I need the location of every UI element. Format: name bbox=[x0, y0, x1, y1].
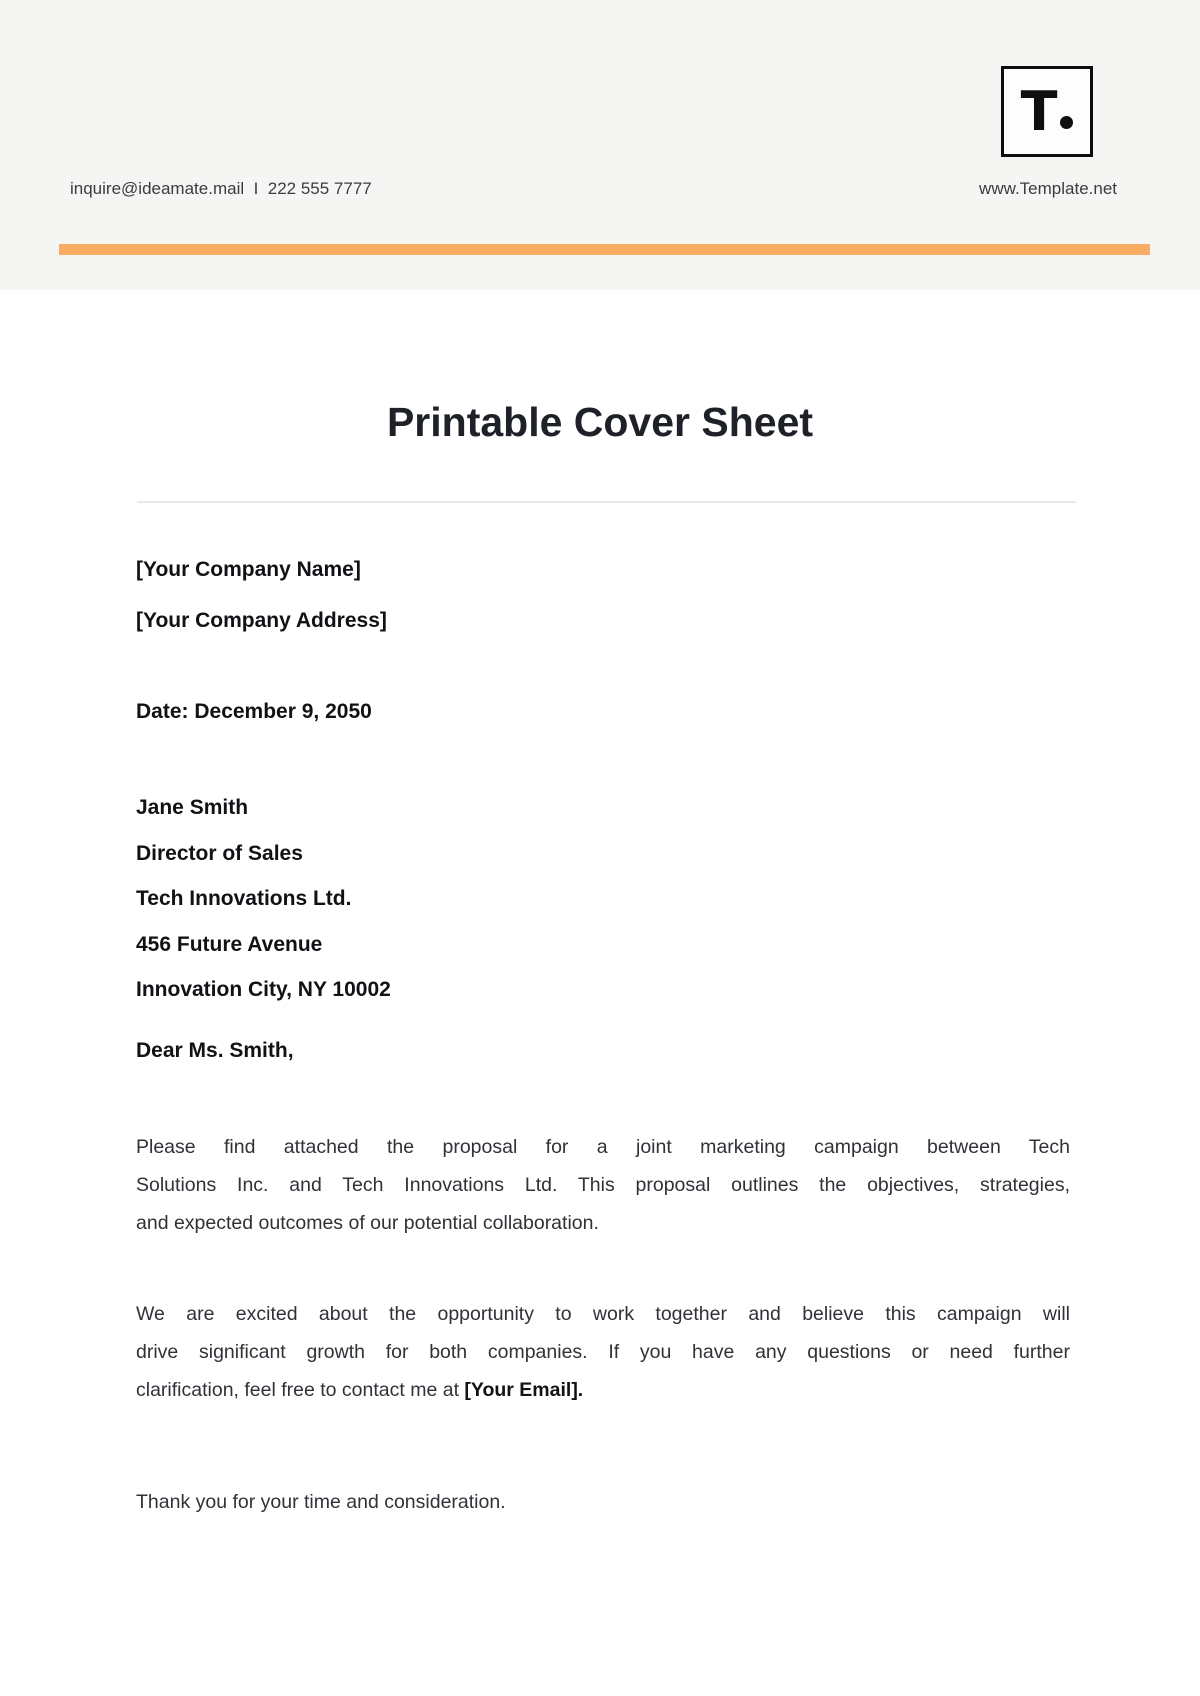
paragraph-2 bbox=[136, 1295, 1070, 1409]
paragraph-1-line: Solutions Inc. and Tech Innovations Ltd. This proposal outlines the objectives, strategies, bbox=[136, 1174, 1070, 1196]
paragraph-2-line: drive significant growth for both companies. If you have any questions or need further bbox=[136, 1341, 1070, 1363]
paragraph-1-line: and expected outcomes of our potential collaboration. bbox=[136, 1212, 599, 1234]
salutation: Dear Ms. Smith, bbox=[136, 1039, 294, 1062]
accent-bar bbox=[59, 244, 1150, 255]
document-title: Printable Cover Sheet bbox=[386, 399, 814, 445]
logo-dot-icon bbox=[1060, 116, 1073, 129]
date-line: Date: December 9, 2050 bbox=[136, 700, 372, 723]
title-divider bbox=[137, 501, 1076, 503]
letterhead bbox=[0, 0, 1200, 290]
website-text: www.Template.net bbox=[979, 179, 1117, 198]
company-logo bbox=[1001, 66, 1093, 157]
logo-mark bbox=[1020, 79, 1074, 143]
paragraph-1 bbox=[136, 1128, 1070, 1242]
company-address-placeholder: [Your Company Address] bbox=[136, 609, 387, 632]
paragraph-2-line-prefix: clarification, feel free to contact me at bbox=[136, 1379, 465, 1401]
recipient-job-title: Director of Sales bbox=[136, 841, 303, 865]
logo-letter: T bbox=[1020, 79, 1058, 143]
recipient-address-line1: 456 Future Avenue bbox=[136, 932, 323, 956]
paragraph-2-line bbox=[136, 1371, 1070, 1409]
recipient-name: Jane Smith bbox=[136, 796, 249, 819]
company-name-placeholder: [Your Company Name] bbox=[136, 558, 361, 581]
contact-info: inquire@ideamate.mail I 222 555 7777 bbox=[70, 179, 372, 198]
paragraph-2-line: We are excited about the opportunity to work together and believe this campaign will bbox=[136, 1303, 1070, 1325]
email-placeholder: [Your Email]. bbox=[464, 1379, 584, 1401]
paragraph-1-line: Please find attached the proposal for a joint marketing campaign between Tech bbox=[136, 1136, 1070, 1158]
recipient-block bbox=[136, 785, 1070, 1013]
closing-line: Thank you for your time and consideration. bbox=[136, 1491, 506, 1513]
recipient-address-line2: Innovation City, NY 10002 bbox=[136, 978, 391, 1001]
recipient-company: Tech Innovations Ltd. bbox=[136, 887, 352, 910]
